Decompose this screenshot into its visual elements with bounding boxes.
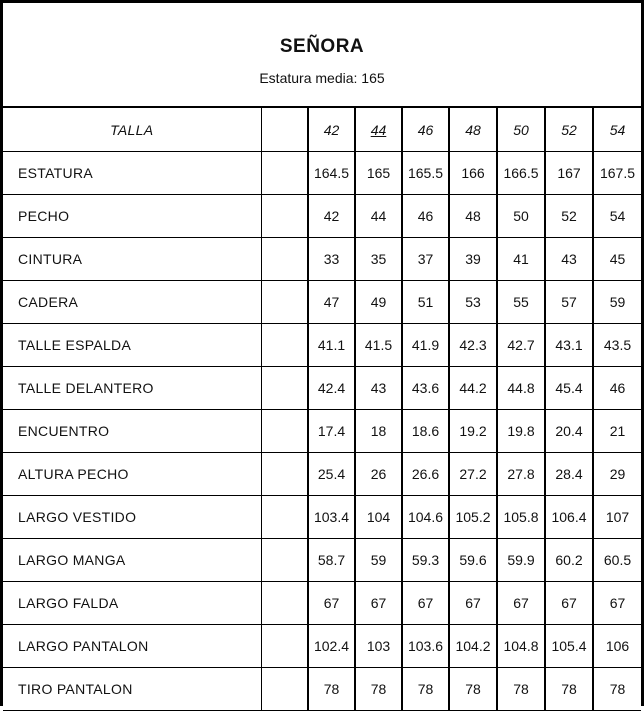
size-header-cell: 54 xyxy=(593,108,641,152)
measurement-cell: 59.3 xyxy=(402,539,449,582)
blank-column-cell xyxy=(261,496,308,539)
row-label: ALTURA PECHO xyxy=(3,453,261,496)
blank-column-cell xyxy=(261,668,308,711)
measurement-cell: 20.4 xyxy=(545,410,593,453)
measurement-cell: 45.4 xyxy=(545,367,593,410)
size-header-cell: 48 xyxy=(449,108,497,152)
table-row xyxy=(3,453,641,496)
measurement-cell: 103.4 xyxy=(308,496,355,539)
row-label: CINTURA xyxy=(3,238,261,281)
measurement-cell: 78 xyxy=(497,668,545,711)
measurement-cell: 104.2 xyxy=(449,625,497,668)
measurement-cell: 58.7 xyxy=(308,539,355,582)
measurement-cell: 104 xyxy=(355,496,402,539)
measurement-cell: 103.6 xyxy=(402,625,449,668)
measurement-cell: 59 xyxy=(593,281,641,324)
measurement-cell: 167 xyxy=(545,152,593,195)
size-header-cell xyxy=(355,108,402,152)
measurement-cell: 41.9 xyxy=(402,324,449,367)
measurement-cell: 166 xyxy=(449,152,497,195)
measurement-cell: 29 xyxy=(593,453,641,496)
size-header-cell: 46 xyxy=(402,108,449,152)
measurement-cell: 67 xyxy=(545,582,593,625)
measurement-cell: 42.4 xyxy=(308,367,355,410)
document-title: SEÑORA xyxy=(279,36,365,57)
table-row xyxy=(3,625,641,668)
measurement-cell: 44 xyxy=(355,195,402,238)
row-label: ENCUENTRO xyxy=(3,410,261,453)
measurement-cell: 165.5 xyxy=(402,152,449,195)
table-row xyxy=(3,238,641,281)
blank-column-cell xyxy=(261,582,308,625)
measurement-cell: 49 xyxy=(355,281,402,324)
row-label: TIRO PANTALON xyxy=(3,668,261,711)
row-label: ESTATURA xyxy=(3,152,261,195)
blank-column-cell xyxy=(261,539,308,582)
measurement-cell: 42 xyxy=(308,195,355,238)
measurement-cell: 39 xyxy=(449,238,497,281)
measurement-cell: 102.4 xyxy=(308,625,355,668)
measurement-cell: 59 xyxy=(355,539,402,582)
table-row xyxy=(3,496,641,539)
measurement-cell: 78 xyxy=(308,668,355,711)
measurement-cell: 44.8 xyxy=(497,367,545,410)
measurement-cell: 41 xyxy=(497,238,545,281)
measurement-cell: 17.4 xyxy=(308,410,355,453)
measurement-cell: 57 xyxy=(545,281,593,324)
measurement-cell: 104.8 xyxy=(497,625,545,668)
measurement-cell: 106.4 xyxy=(545,496,593,539)
measurement-cell: 104.6 xyxy=(402,496,449,539)
measurement-cell: 166.5 xyxy=(497,152,545,195)
size-header-cell: 42 xyxy=(308,108,355,152)
measurement-cell: 41.5 xyxy=(355,324,402,367)
size-table-body xyxy=(3,108,641,711)
blank-column-cell xyxy=(261,108,308,152)
measurement-cell: 67 xyxy=(355,582,402,625)
table-row xyxy=(3,195,641,238)
measurement-cell: 67 xyxy=(308,582,355,625)
measurement-cell: 59.6 xyxy=(449,539,497,582)
table-row xyxy=(3,410,641,453)
measurement-cell: 43 xyxy=(355,367,402,410)
measurement-cell: 25.4 xyxy=(308,453,355,496)
highlighted-size: 44 xyxy=(370,121,387,138)
measurement-cell: 164.5 xyxy=(308,152,355,195)
size-header-cell: 50 xyxy=(497,108,545,152)
measurement-cell: 67 xyxy=(402,582,449,625)
row-label: TALLE ESPALDA xyxy=(3,324,261,367)
measurement-cell: 43 xyxy=(545,238,593,281)
measurement-cell: 52 xyxy=(545,195,593,238)
measurement-cell: 27.8 xyxy=(497,453,545,496)
size-header-row xyxy=(3,108,641,152)
blank-column-cell xyxy=(261,367,308,410)
measurement-cell: 35 xyxy=(355,238,402,281)
table-row xyxy=(3,281,641,324)
measurement-cell: 19.8 xyxy=(497,410,545,453)
measurement-cell: 43.6 xyxy=(402,367,449,410)
row-label: LARGO PANTALON xyxy=(3,625,261,668)
measurement-cell: 59.9 xyxy=(497,539,545,582)
document-heading xyxy=(3,3,641,108)
blank-column-cell xyxy=(261,281,308,324)
measurement-cell: 103 xyxy=(355,625,402,668)
blank-column-cell xyxy=(261,625,308,668)
measurement-cell: 42.7 xyxy=(497,324,545,367)
measurement-cell: 48 xyxy=(449,195,497,238)
blank-column-cell xyxy=(261,238,308,281)
measurement-cell: 41.1 xyxy=(308,324,355,367)
measurement-cell: 19.2 xyxy=(449,410,497,453)
size-header-cell: 52 xyxy=(545,108,593,152)
measurement-cell: 47 xyxy=(308,281,355,324)
blank-column-cell xyxy=(261,453,308,496)
measurement-cell: 105.2 xyxy=(449,496,497,539)
measurement-cell: 167.5 xyxy=(593,152,641,195)
table-row xyxy=(3,582,641,625)
measurement-cell: 50 xyxy=(497,195,545,238)
row-label: LARGO MANGA xyxy=(3,539,261,582)
measurement-cell: 78 xyxy=(402,668,449,711)
blank-column-cell xyxy=(261,410,308,453)
row-label: CADERA xyxy=(3,281,261,324)
measurement-cell: 27.2 xyxy=(449,453,497,496)
measurement-cell: 26 xyxy=(355,453,402,496)
measurement-cell: 78 xyxy=(355,668,402,711)
row-label: LARGO FALDA xyxy=(3,582,261,625)
measurement-cell: 51 xyxy=(402,281,449,324)
measurement-cell: 37 xyxy=(402,238,449,281)
blank-column-cell xyxy=(261,195,308,238)
measurement-cell: 46 xyxy=(402,195,449,238)
measurement-cell: 55 xyxy=(497,281,545,324)
measurement-cell: 21 xyxy=(593,410,641,453)
measurement-cell: 28.4 xyxy=(545,453,593,496)
size-header-label: TALLA xyxy=(3,108,261,152)
measurement-cell: 78 xyxy=(545,668,593,711)
size-table xyxy=(3,108,641,711)
measurement-cell: 33 xyxy=(308,238,355,281)
table-row xyxy=(3,367,641,410)
measurement-cell: 18.6 xyxy=(402,410,449,453)
table-row xyxy=(3,539,641,582)
measurement-cell: 67 xyxy=(593,582,641,625)
measurement-cell: 105.4 xyxy=(545,625,593,668)
table-row xyxy=(3,668,641,711)
measurement-cell: 105.8 xyxy=(497,496,545,539)
measurement-cell: 60.5 xyxy=(593,539,641,582)
measurement-cell: 53 xyxy=(449,281,497,324)
measurement-cell: 67 xyxy=(449,582,497,625)
measurement-cell: 45 xyxy=(593,238,641,281)
measurement-cell: 60.2 xyxy=(545,539,593,582)
measurement-cell: 54 xyxy=(593,195,641,238)
row-label: LARGO VESTIDO xyxy=(3,496,261,539)
measurement-cell: 18 xyxy=(355,410,402,453)
measurement-cell: 106 xyxy=(593,625,641,668)
row-label: PECHO xyxy=(3,195,261,238)
measurement-cell: 46 xyxy=(593,367,641,410)
blank-column-cell xyxy=(261,324,308,367)
table-row xyxy=(3,152,641,195)
measurement-cell: 44.2 xyxy=(449,367,497,410)
measurement-cell: 43.5 xyxy=(593,324,641,367)
measurement-cell: 78 xyxy=(593,668,641,711)
table-row xyxy=(3,324,641,367)
measurement-cell: 42.3 xyxy=(449,324,497,367)
blank-column-cell xyxy=(261,152,308,195)
measurement-cell: 165 xyxy=(355,152,402,195)
row-label: TALLE DELANTERO xyxy=(3,367,261,410)
measurement-cell: 78 xyxy=(449,668,497,711)
measurement-cell: 26.6 xyxy=(402,453,449,496)
document-subtitle: Estatura media: 165 xyxy=(259,70,385,86)
measurement-cell: 67 xyxy=(497,582,545,625)
measurement-cell: 107 xyxy=(593,496,641,539)
measurement-cell: 43.1 xyxy=(545,324,593,367)
